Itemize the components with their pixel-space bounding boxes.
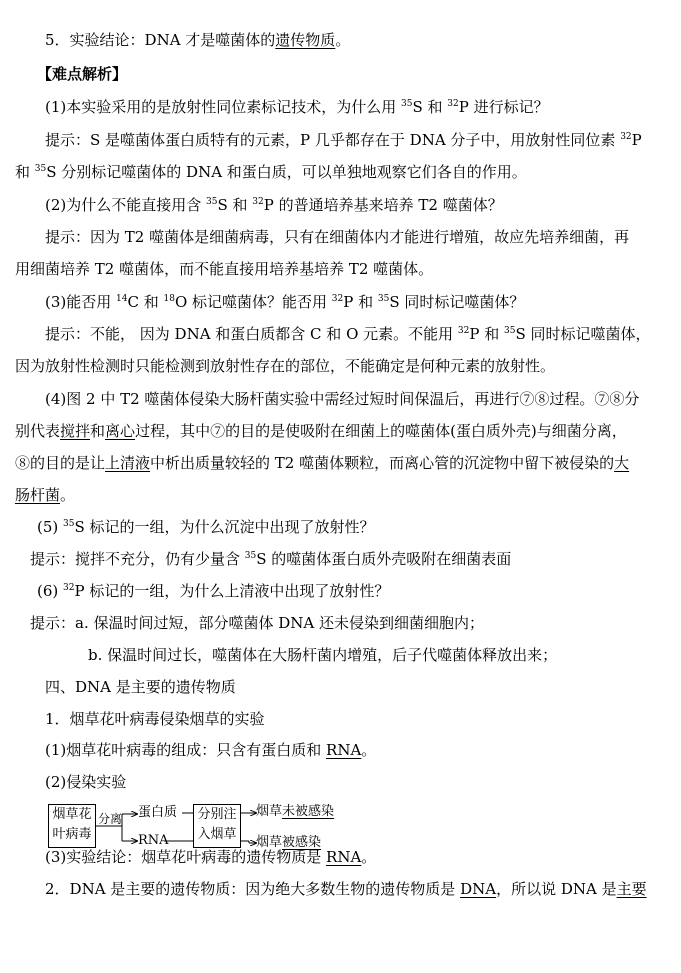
hint-5: 提示：搅拌不充分，仍有少量含 $^{35}$S 的噬菌体蛋白质外壳吸附在细菌表面 bbox=[30, 550, 512, 568]
separate-label: 分离 bbox=[98, 812, 123, 826]
result-infected: 烟草被感染 bbox=[256, 835, 322, 850]
virus-box: 烟草花 叶病毒 bbox=[48, 804, 96, 848]
hint-6-line-1: 提示：a. 保温时间过短，部分噬菌体 DNA 还未侵染到细菌细胞内； bbox=[30, 614, 485, 632]
section-4-1-1: (1)烟草花叶病毒的组成：只含有蛋白质和 RNA。 bbox=[45, 741, 377, 759]
hint-6-line-2: b. 保温时间过长，噬菌体在大肠杆菌内增殖，后子代噬菌体释放出来； bbox=[88, 646, 558, 664]
section-4-1-3: (3)实验结论：烟草花叶病毒的遗传物质是 RNA。 bbox=[45, 848, 377, 866]
question-2: (2)为什么不能直接用含 $^{35}$S 和 $^{32}$P 的普通培养基来培养 T2 噬菌体？ bbox=[45, 196, 503, 214]
result-not-infected: 烟草未被感染 bbox=[256, 804, 335, 819]
section-4-heading: 四、DNA 是主要的遗传物质 bbox=[45, 678, 236, 696]
section-4-2: 2．DNA 是主要的遗传物质：因为绝大多数生物的遗传物质是 DNA，所以说 DNA 是主要 bbox=[45, 880, 647, 898]
hint-2-line-1: 提示：因为 T2 噬菌体是细菌病毒，只有在细菌体内才能进行增殖，故应先培养细菌，再 bbox=[45, 228, 630, 246]
protein-label: 蛋白质 bbox=[138, 805, 178, 820]
section-4-1-heading: 1．烟草花叶病毒侵染烟草的实验 bbox=[45, 710, 265, 728]
hint-1-line-2: 和 $^{35}$S 分别标记噬菌体的 DNA 和蛋白质，可以单独地观察它们各自的作用。 bbox=[15, 163, 527, 181]
section-title: 【难点解析】 bbox=[37, 65, 128, 83]
inject-box: 分别注 入烟草 bbox=[193, 804, 241, 848]
paragraph-4-line-2: 别代表搅拌和离心过程，其中⑦的目的是使吸附在细菌上的噬菌体(蛋白质外壳)与细菌分离， bbox=[15, 422, 627, 440]
question-6: (6) $^{32}$P 标记的一组，为什么上清液中出现了放射性？ bbox=[37, 582, 390, 600]
question-1: (1)本实验采用的是放射性同位素标记技术，为什么用 $^{35}$S 和 $^{32}$P 进行标记？ bbox=[45, 98, 549, 116]
hint-1-line-1: 提示：S 是噬菌体蛋白质特有的元素，P 几乎都存在于 DNA 分子中，用放射性同位素 $^{32}$P bbox=[45, 131, 642, 149]
conclusion-line: 5．实验结论：DNA 才是噬菌体的遗传物质。 bbox=[45, 31, 351, 49]
question-5: (5) $^{35}$S 标记的一组，为什么沉淀中出现了放射性？ bbox=[37, 518, 375, 536]
hint-2-line-2: 用细菌培养 T2 噬菌体，而不能直接用培养基培养 T2 噬菌体。 bbox=[15, 260, 434, 278]
question-3: (3)能否用 $^{14}$C 和 $^{18}$O 标记噬菌体？能否用 $^{32}$P 和 $^{35}$S 同时标记噬菌体？ bbox=[45, 293, 525, 311]
rna-label: RNA bbox=[138, 833, 169, 848]
section-4-1-2: (2)侵染实验 bbox=[45, 773, 127, 791]
paragraph-4-line-3: ⑧的目的是让上清液中析出质量较轻的 T2 噬菌体颗粒，而离心管的沉淀物中留下被侵染的大 bbox=[15, 454, 630, 472]
paragraph-4-line-4: 肠杆菌。 bbox=[15, 486, 76, 504]
hint-3-line-1: 提示：不能， 因为 DNA 和蛋白质都含 C 和 O 元素。不能用 $^{32}$P 和 $^{35}$S 同时标记噬菌体， bbox=[45, 325, 651, 343]
paragraph-4-line-1: (4)图 2 中 T2 噬菌体侵染大肠杆菌实验中需经过短时间保温后，再进行⑦⑧过程。⑦⑧分 bbox=[45, 390, 640, 408]
hint-3-line-2: 因为放射性检测时只能检测到放射性存在的部位，不能确定是何种元素的放射性。 bbox=[15, 357, 556, 375]
